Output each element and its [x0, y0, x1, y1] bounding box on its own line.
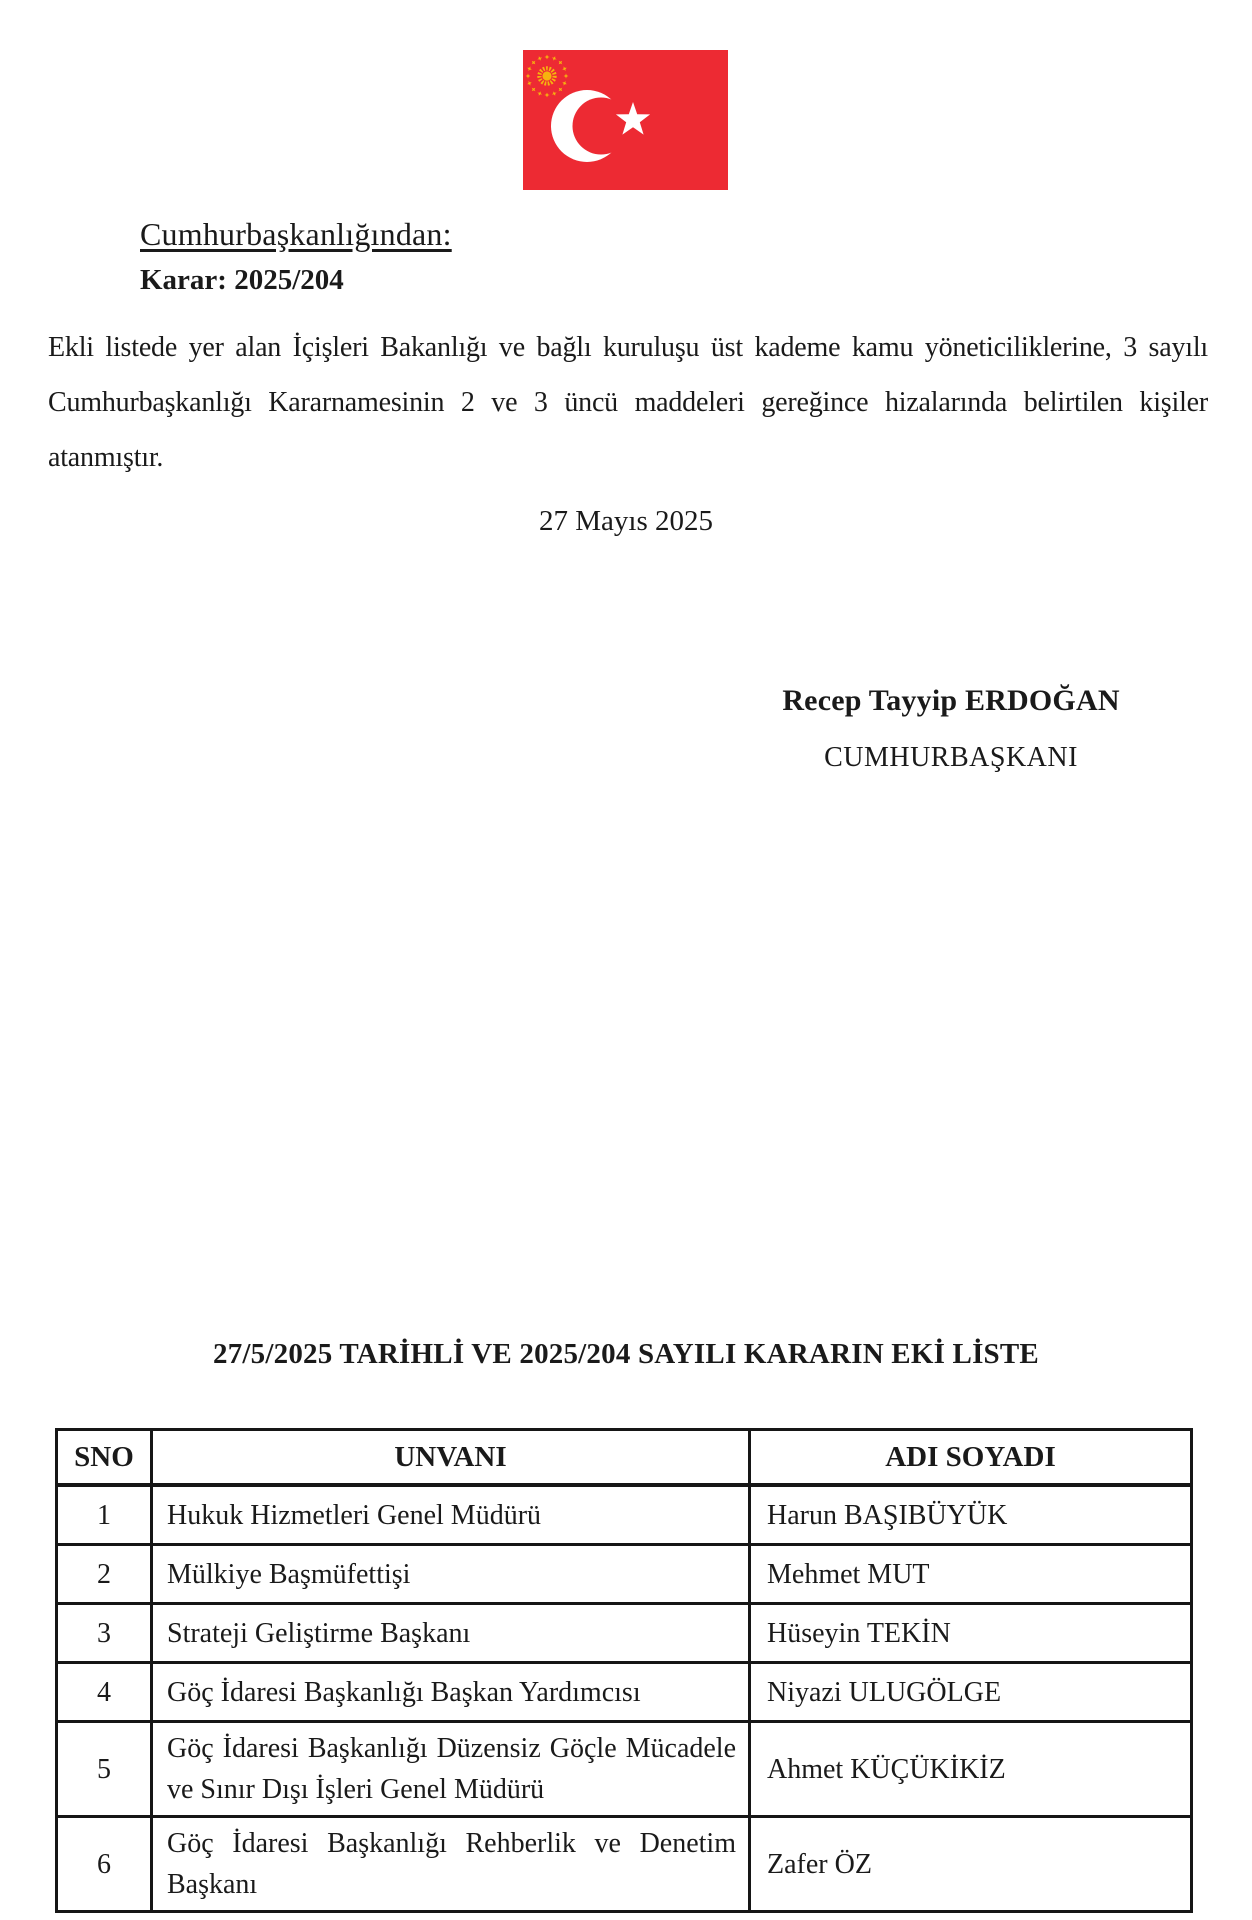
cell-sno: 1 — [57, 1485, 152, 1545]
cell-unvani: Hukuk Hizmetleri Genel Müdürü — [152, 1485, 750, 1545]
table-header-row — [57, 1430, 1192, 1486]
header-adi-soyadi: ADI SOYADI — [750, 1430, 1192, 1486]
cell-unvani: Strateji Geliştirme Başkanı — [152, 1604, 750, 1663]
table-row — [57, 1604, 1192, 1663]
cell-sno: 4 — [57, 1663, 152, 1722]
cell-adi: Harun BAŞIBÜYÜK — [750, 1485, 1192, 1545]
header-unvani: UNVANI — [152, 1430, 750, 1486]
signatory-name: Recep Tayyip ERDOĞAN — [782, 684, 1120, 717]
cell-adi: Mehmet MUT — [750, 1545, 1192, 1604]
cell-adi: Niyazi ULUGÖLGE — [750, 1663, 1192, 1722]
decision-number: Karar: 2025/204 — [140, 264, 344, 296]
cell-sno: 6 — [57, 1817, 152, 1912]
cell-adi: Zafer ÖZ — [750, 1817, 1192, 1912]
cell-unvani: Göç İdaresi Başkanlığı Düzensiz Göçle Mücadele ve Sınır Dışı İşleri Genel Müdürü — [152, 1722, 750, 1817]
issuer-heading: Cumhurbaşkanlığından: — [140, 216, 452, 252]
table-row — [57, 1817, 1192, 1912]
cell-unvani: Göç İdaresi Başkanlığı Rehberlik ve Denetim Başkanı — [152, 1817, 750, 1912]
signatory-title: CUMHURBAŞKANI — [824, 742, 1078, 773]
table-row — [57, 1485, 1192, 1545]
table-row — [57, 1545, 1192, 1604]
annex-table — [55, 1428, 1193, 1913]
table-row — [57, 1722, 1192, 1817]
cell-adi: Ahmet KÜÇÜKİKİZ — [750, 1722, 1192, 1817]
table-row — [57, 1663, 1192, 1722]
cell-unvani: Göç İdaresi Başkanlığı Başkan Yardımcısı — [152, 1663, 750, 1722]
annex-title: 27/5/2025 TARİHLİ VE 2025/204 SAYILI KARARIN EKİ LİSTE — [213, 1338, 1039, 1370]
cell-adi: Hüseyin TEKİN — [750, 1604, 1192, 1663]
decision-date: 27 Mayıs 2025 — [539, 505, 713, 537]
cell-sno: 5 — [57, 1722, 152, 1817]
body-paragraph: Ekli listede yer alan İçişleri Bakanlığı ve bağlı kuruluşu üst kademe kamu yöneticiliklerine, 3 sayılı Cumhurbaşkanlığı Kararnamesinin 2 ve 3 üncü maddeleri gereğince hizalarında belirtilen kişiler atanmıştır. — [48, 332, 1208, 473]
cell-sno: 2 — [57, 1545, 152, 1604]
cell-unvani: Mülkiye Başmüfettişi — [152, 1545, 750, 1604]
cell-sno: 3 — [57, 1604, 152, 1663]
turkish-presidential-flag-icon — [523, 50, 728, 190]
signature-block — [741, 684, 1161, 774]
annex-table-body — [57, 1485, 1192, 1912]
header-sno: SNO — [57, 1430, 152, 1486]
